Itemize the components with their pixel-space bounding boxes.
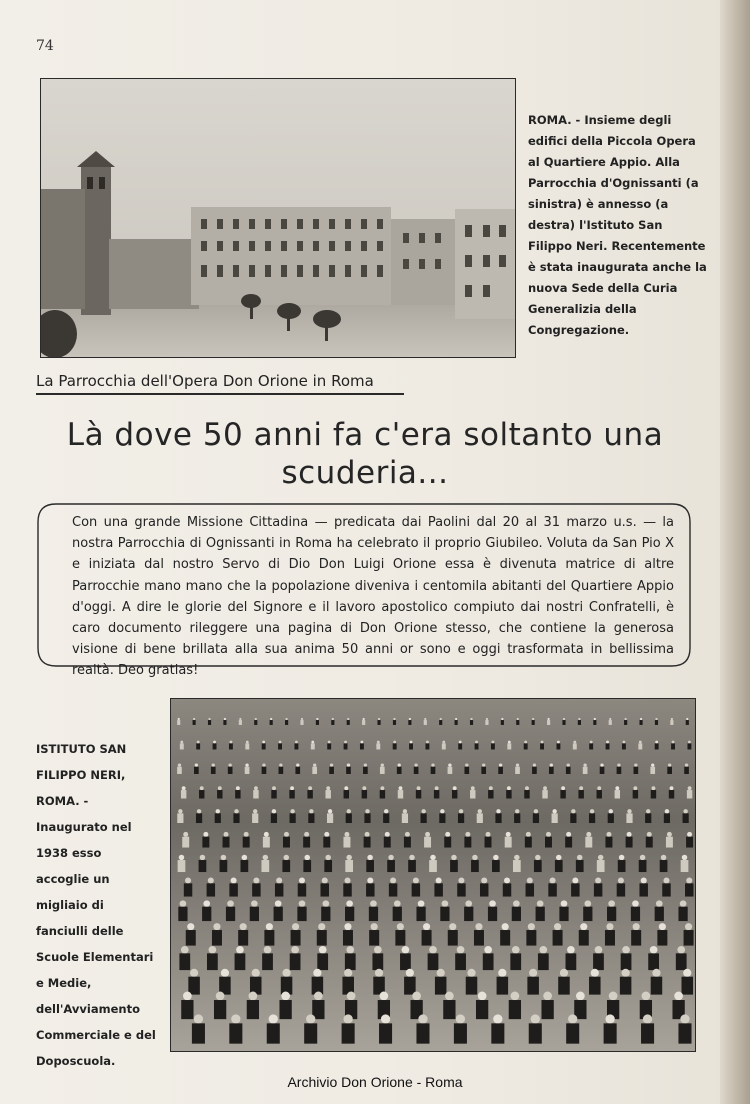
page-number: 74 [36,38,54,54]
intro-box [36,502,692,679]
intro-paragraph: Con una grande Missione Cittadina — predicata dai Paolini dal 20 al 31 marzo u.s. — la nostra Parrocchia di Ognissanti in Roma ha celebrato il proprio Giubileo. Voluta da San Pio X e iniziata dal nostro Servo di Dio Don Luigi Orione essa è divenuta matrice di altre Parrocchie mano mano che la popolazione diveniva i centomila abitanti del Quartiere Appio d'oggi. A dire le glorie del Signore e il lavoro apostolico compiuto dai nostri Confratelli, è caro documento rileggere una pagina di Don Orione stesso, che contiene la generosa visione di bene brillata alla sua anima 50 anni or sono e oggi trasformata in bellissima realtà. Deo gratias! [72,515,674,679]
archive-footer: Archivio Don Orione - Roma [287,1074,463,1090]
article-headline: Là dove 50 anni fa c'era soltanto una scuderia... [66,417,664,491]
section-label: La Parrocchia dell'Opera Don Orione in Roma [36,372,404,395]
children-assembly-photo [170,698,696,1052]
buildings-photo [40,78,516,358]
page-edge-shadow [720,0,750,1104]
buildings-photo-caption: ROMA. - Insieme degli edifici della Piccola Opera al Quartiere Appio. Alla Parrocchia d'Ognissanti (a sinistra) è annesso (a destra) l'Istituto San Filippo Neri. Recentemente è stata inaugurata anche la nuova Sede della Curia Generalizia della Congregazione. [528,113,707,337]
children-photo-caption: ISTITUTO SAN FILIPPO NERI, ROMA. - Inaugurato nel 1938 esso accoglie un migliaio di fanciulli delle Scuole Elementari e Medie, dell'Avviamento Commerciale e del Doposcuola. [36,742,156,1068]
